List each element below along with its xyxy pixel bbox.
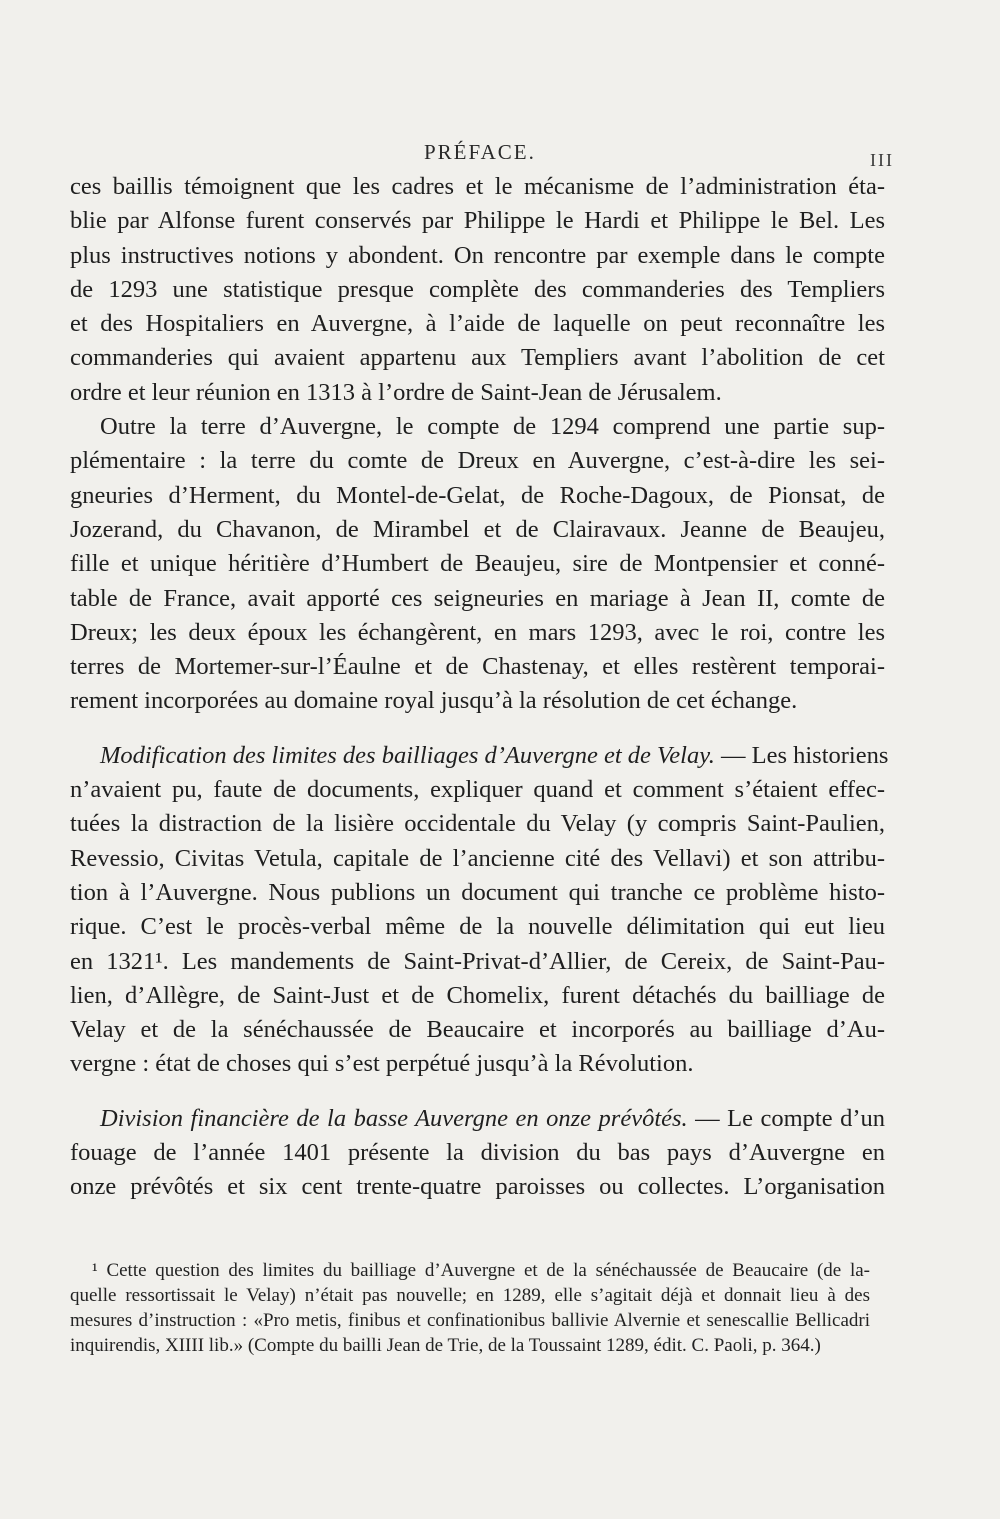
- text-line: table de France, avait apporté ces seigneuries en mariage à Jean II, comte de: [70, 584, 885, 612]
- text-line: fille et unique héritière d’Humbert de Beaujeu, sire de Montpensier et conné-: [70, 550, 885, 578]
- footnote-line: inquirendis, XIIII lib.» (Compte du bailli Jean de Trie, de la Toussaint 1289, édit. C. Paoli, p. 364.): [70, 1335, 821, 1356]
- text-line: ordre et leur réunion en 1313 à l’ordre de Saint-Jean de Jérusalem.: [70, 378, 722, 406]
- text-line: et des Hospitaliers en Auvergne, à l’aide de laquelle on peut reconnaître les: [70, 310, 885, 338]
- footnote-line: mesures d’instruction : «Pro metis, finibus et confinationibus ballivie Alvernie et senescallie Bellicadri: [70, 1310, 870, 1331]
- text-line: n’avaient pu, faute de documents, expliquer quand et comment s’étaient effec-: [70, 776, 885, 804]
- text-line: fouage de l’année 1401 présente la division du bas pays d’Auvergne en: [70, 1139, 885, 1167]
- text-line: vergne : état de choses qui s’est perpétué jusqu’à la Révolution.: [70, 1050, 694, 1078]
- text-line: plémentaire : la terre du comte de Dreux en Auvergne, c’est-à-dire les sei-: [70, 447, 885, 475]
- text-line: Outre la terre d’Auvergne, le compte de 1294 comprend une partie sup-: [100, 413, 885, 441]
- text-line: rement incorporées au domaine royal jusqu’à la résolution de cet échange.: [70, 687, 798, 715]
- page-number: III: [870, 150, 894, 170]
- text-line: ces baillis témoignent que les cadres et le mécanisme de l’administration éta-: [70, 173, 885, 200]
- section-heading: Division financière de la basse Auvergne en onze prévôtés.: [100, 1104, 688, 1132]
- text-line: commanderies qui avaient appartenu aux Templiers avant l’abolition de cet: [70, 344, 885, 372]
- footnote-line: ¹ Cette question des limites du bailliage d’Auvergne et de la sénéchaussée de Beaucaire (de la-: [92, 1260, 870, 1281]
- text-run: — Les historiens: [714, 741, 889, 769]
- text-line: Dreux; les deux époux les échangèrent, en mars 1293, avec le roi, contre les: [70, 618, 885, 646]
- text-line: tion à l’Auvergne. Nous publions un document qui tranche ce problème histo-: [70, 878, 885, 906]
- text-line: gneuries d’Herment, du Montel-de-Gelat, de Roche-Dagoux, de Pionsat, de: [70, 481, 885, 509]
- text-run: — Le compte d’un: [687, 1104, 885, 1132]
- text-line: tuées la distraction de la lisière occidentale du Velay (y compris Saint-Paulien,: [70, 810, 885, 838]
- footnote: [70, 1258, 870, 1358]
- running-header: [0, 140, 1000, 170]
- text-line: terres de Mortemer-sur-l’Éaulne et de Chastenay, et elles restèrent temporai-: [70, 653, 885, 681]
- text-line: Revessio, Civitas Vetula, capitale de l’ancienne cité des Vellavi) et son attribu-: [70, 844, 885, 872]
- text-line: rique. C’est le procès-verbal même de la nouvelle délimitation qui eut lieu: [70, 913, 885, 941]
- text-line: Jozerand, du Chavanon, de Mirambel et de Clairavaux. Jeanne de Beaujeu,: [70, 515, 885, 543]
- text-line: de 1293 une statistique presque complète des commanderies des Templiers: [70, 275, 885, 303]
- footnote-line: quelle ressortissait le Velay) n’était pas nouvelle; en 1289, elle s’agitait déjà et donnait lieu à des: [70, 1285, 870, 1306]
- text-line: Velay et de la sénéchaussée de Beaucaire et incorporés au bailliage d’Au-: [70, 1016, 885, 1044]
- section-heading: Modification des limites des bailliages d’Auvergne et de Velay.: [100, 741, 715, 769]
- running-title: PRÉFACE.: [424, 140, 536, 164]
- section-heading-line: [70, 739, 889, 773]
- text-line: blie par Alfonse furent conservés par Philippe le Hardi et Philippe le Bel. Les: [70, 207, 885, 235]
- text-line: plus instructives notions y abondent. On rencontre par exemple dans le compte: [70, 241, 885, 269]
- text-line: onze prévôtés et six cent trente-quatre paroisses ou collectes. L’organisation: [70, 1173, 885, 1201]
- body-text: [70, 170, 889, 1205]
- text-line: en 1321¹. Les mandements de Saint-Privat-d’Allier, de Cereix, de Saint-Pau-: [70, 947, 885, 975]
- text-line: lien, d’Allègre, de Saint-Just et de Chomelix, furent détachés du bailliage de: [70, 981, 885, 1009]
- section-heading-line: [70, 1102, 885, 1136]
